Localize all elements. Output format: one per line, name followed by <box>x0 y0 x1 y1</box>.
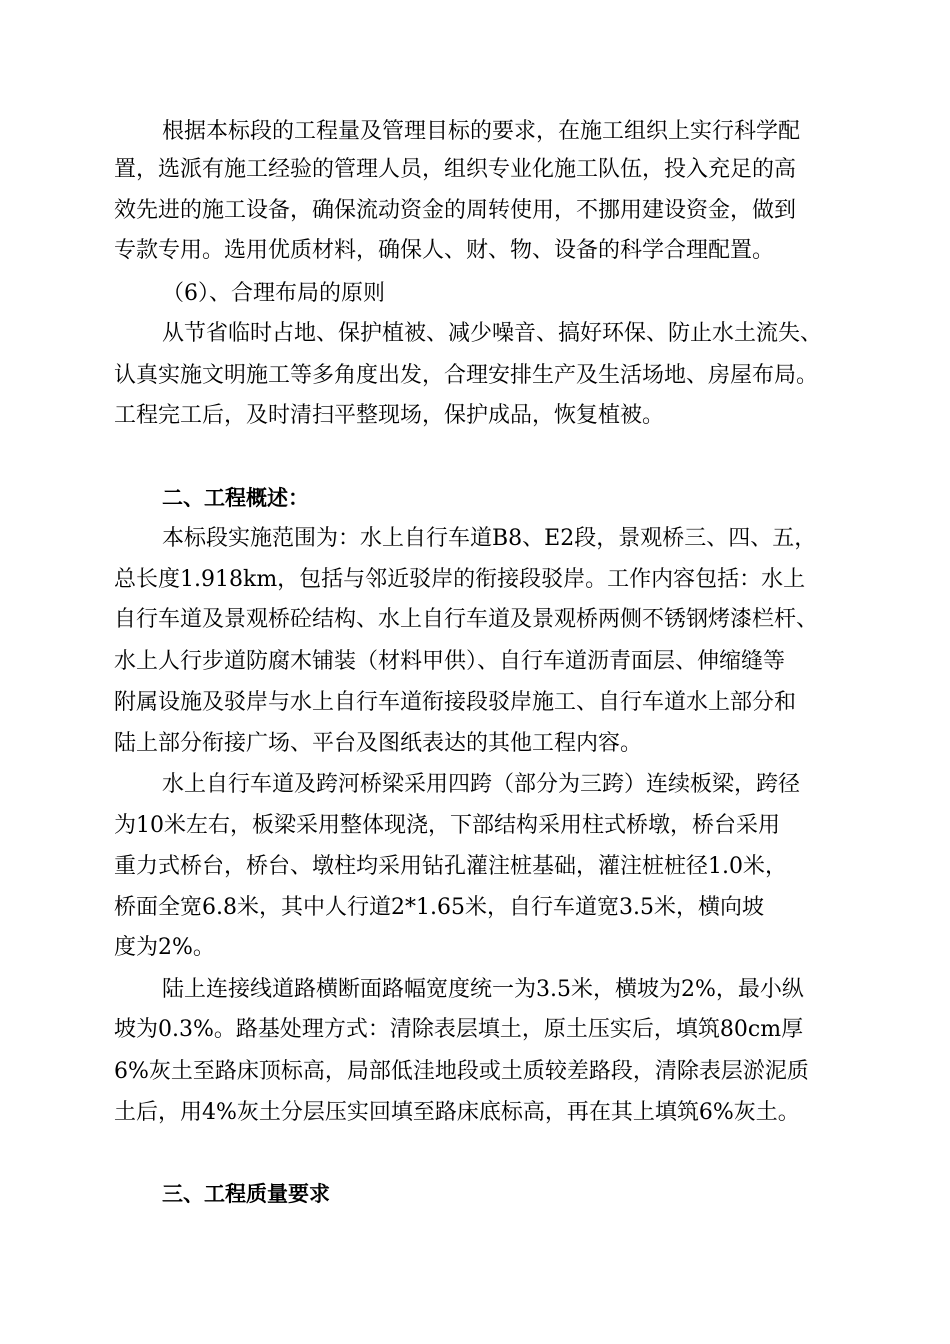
paragraph-line: 附属设施及驳岸与水上自行车道衔接段驳岸施工、自行车道水上部分和 <box>114 690 797 715</box>
paragraph-line: 本标段实施范围为：水上自行车道B8、E2段，景观桥三、四、五， <box>162 526 817 551</box>
paragraph-line: 自行车道及景观桥砼结构、水上自行车道及景观桥两侧不锈钢烤漆栏杆、 <box>114 607 819 632</box>
paragraph-line: 6%灰土至路床顶标高，局部低洼地段或土质较差路段，清除表层淤泥质 <box>114 1059 809 1084</box>
paragraph-line: 置，选派有施工经验的管理人员，组织专业化施工队伍，投入充足的高 <box>114 157 797 182</box>
paragraph-line: 根据本标段的工程量及管理目标的要求，在施工组织上实行科学配 <box>162 119 801 144</box>
paragraph-line: 专款专用。选用优质材料，确保人、财、物、设备的科学合理配置。 <box>114 238 775 263</box>
paragraph-line: 土后，用4%灰土分层压实回填至路床底标高，再在其上填筑6%灰土。 <box>114 1100 800 1125</box>
paragraph-line: 重力式桥台，桥台、墩柱均采用钻孔灌注桩基础，灌注桩桩径1.0米， <box>114 854 787 879</box>
section-heading: 二、工程概述： <box>162 486 309 510</box>
section-heading: 三、工程质量要求 <box>162 1182 330 1206</box>
paragraph-line: 陆上连接线道路横断面路幅宽度统一为3.5米，横坡为2%，最小纵 <box>162 977 804 1002</box>
paragraph-line: 陆上部分衔接广场、平台及图纸表达的其他工程内容。 <box>114 731 643 756</box>
paragraph-line: 总长度1.918km，包括与邻近驳岸的衔接段驳岸。工作内容包括：水上 <box>114 567 806 592</box>
paragraph-line: 认真实施文明施工等多角度出发，合理安排生产及生活场地、房屋布局。 <box>114 363 819 388</box>
paragraph-line: 从节省临时占地、保护植被、减少噪音、搞好环保、防止水土流失、 <box>162 321 823 346</box>
paragraph-line: 度为2%。 <box>114 935 215 960</box>
paragraph-line: 效先进的施工设备，确保流动资金的周转使用，不挪用建设资金，做到 <box>114 198 797 223</box>
paragraph-line: 水上自行车道及跨河桥梁采用四跨（部分为三跨）连续板梁，跨径 <box>162 772 801 797</box>
paragraph-line: 桥面全宽6.8米，其中人行道2*1.65米，自行车道宽3.5米，横向坡 <box>114 895 764 920</box>
paragraph-line: 为10米左右，板梁采用整体现浇，下部结构采用柱式桥墩，桥台采用 <box>114 813 780 838</box>
paragraph-line: 工程完工后，及时清扫平整现场，保护成品，恢复植被。 <box>114 403 665 428</box>
subheading: （6）、合理布局的原则 <box>162 281 385 306</box>
paragraph-line: 水上人行步道防腐木铺装（材料甲供）、自行车道沥青面层、伸缩缝等 <box>114 649 786 674</box>
paragraph-line: 坡为0.3%。路基处理方式：清除表层填土，原土压实后，填筑80cm厚 <box>114 1017 804 1042</box>
